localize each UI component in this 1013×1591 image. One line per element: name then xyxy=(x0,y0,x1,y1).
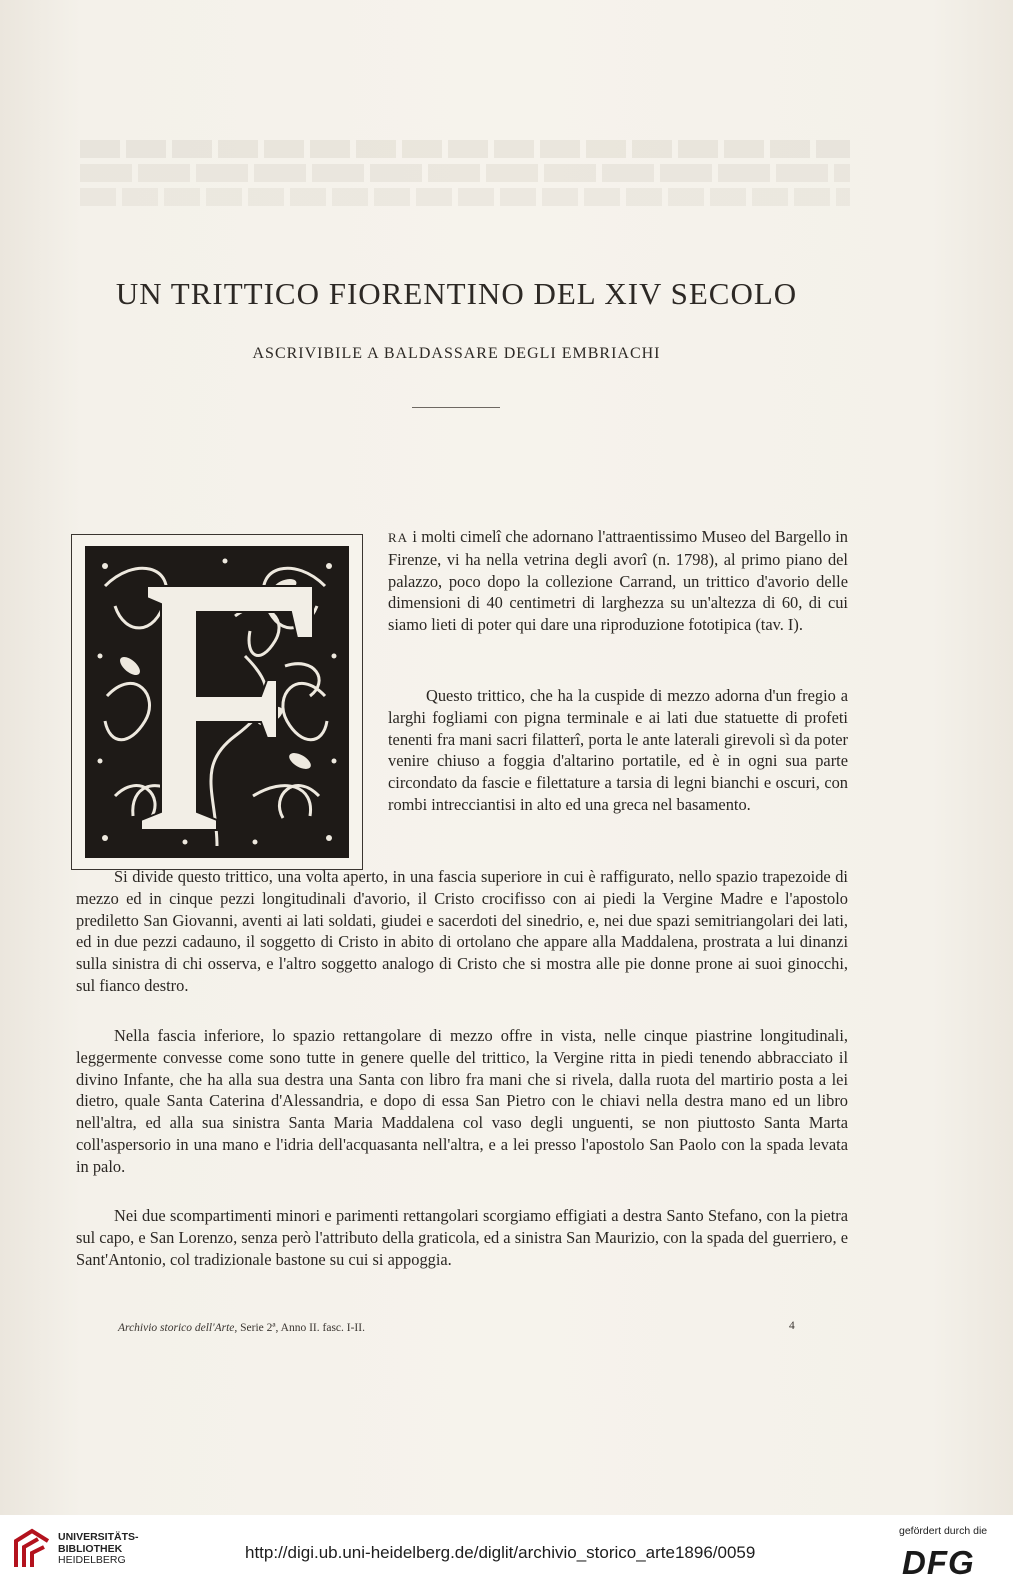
paragraph-4 xyxy=(76,1025,848,1178)
paragraph-3-text: Si divide questo trittico, una volta aperto, in una fascia superiore in cui è raffigurato, nello spazio trapezoide di mezzo ed in cinque pezzi longitudinali d'avorio, il Cristo crocifisso con ai piedi la Vergine Madre e l'apostolo prediletto San Giovanni, aventi ai lati soldati, giudei e sacerdoti del sinedrio, e, nei due spazi semitriangolari dei lati, ed in due pezzi cadauno, il soggetto di Cristo in abito di ortolano che appare alla Maddalena, prostrata a lui dinanzi sulla sinistra di chi osserva, e l'altro soggetto analogo di Cristo che si mostra alle pie donne prone ai suoi ginocchi, sul fianco destro. xyxy=(76,867,848,995)
funding-caption: gefördert durch die xyxy=(899,1525,988,1537)
journal-series: Serie 2ª, Anno II. fasc. I-II. xyxy=(240,1322,365,1334)
paragraph-4-text: Nella fascia inferiore, lo spazio rettangolare di mezzo offre in vista, nelle cinque piastrine longitudinali, leggermente convesse come sono tutte in genere quelle del trittico, la Vergine ritta in piedi tenendo abbracciato il divino Infante, che ha alla sua destra una Santa con libro fra mani che si rivela, dalla ruota del martirio posta a lei dietro, quale Santa Caterina d'Alessandria, e dopo di essa San Pietro con le chiavi nella destra mano ed un libro nell'altra, ed alla sua sinistra Santa Maria Maddalena col vaso degli unguenti, se non piuttosto Santa Marta coll'aspersorio in una mano e l'idria dell'acquasanta nell'altra, e a lei presso l'apostolo San Paolo con la spada levata in palo. xyxy=(76,1026,848,1176)
show-through-text xyxy=(80,140,850,206)
article-title: UN TRITTICO FIORENTINO DEL XIV SECOLO xyxy=(115,276,798,311)
decorated-initial xyxy=(71,534,363,870)
dfg-logo[interactable]: DFG xyxy=(902,1544,975,1581)
paragraph-1 xyxy=(388,526,848,636)
library-line-1: UNIVERSITÄTS- xyxy=(58,1531,139,1543)
article-subtitle: ASCRIVIBILE A BALDASSARE DEGLI EMBRIACHI xyxy=(252,345,661,362)
paragraph-2-text: Questo trittico, che ha la cuspide di mezzo adorna d'un fregio a larghi fogliami con pigna terminale e ai lati due statuette di profeti tenenti fra mani sacri filatterî, porta le ante laterali girevoli sì da poter venire chiuso a foggia d'altarino portatile, ed è in ogni sua parte circondato da fascie e filettature a tarsia di legni bianchi e oscuri, con rombi intrecciantisi in alto ed una greca nel basamento. xyxy=(388,686,848,814)
journal-reference xyxy=(118,1322,365,1334)
drop-cap-continuation: RA xyxy=(388,530,409,545)
paragraph-2 xyxy=(388,685,848,816)
paragraph-5 xyxy=(76,1205,848,1270)
ornament-initial-icon xyxy=(85,546,349,858)
university-library-logo-icon[interactable] xyxy=(12,1527,52,1571)
paragraph-3 xyxy=(76,866,848,997)
paragraph-1-text: i molti cimelî che adornano l'attraentissimo Museo del Bargello in Firenze, vi ha nella vetrina degli avorî (n. 1798), al primo piano del palazzo, poco dopo la collezione Carrand, un trittico d'avorio delle dimensioni di 40 centimetri di larghezza su un'altezza di 60, di cui siamo lieti di poter qui dare una riproduzione fototipica (tav. I). xyxy=(388,527,848,635)
title-divider xyxy=(412,407,500,408)
library-name[interactable] xyxy=(58,1532,139,1567)
library-line-3: HEIDELBERG xyxy=(58,1554,126,1566)
signature-number: 4 xyxy=(789,1320,795,1332)
journal-title: Archivio storico dell'Arte, xyxy=(118,1322,238,1334)
permalink-url[interactable]: http://digi.ub.uni-heidelberg.de/diglit/archivio_storico_arte1896/0059 xyxy=(245,1543,756,1562)
library-line-2: BIBLIOTHEK xyxy=(58,1542,123,1555)
paragraph-5-text: Nei due scompartimenti minori e parimenti rettangolari scorgiamo effigiati a destra Santo Stefano, con la pietra sul capo, e San Lorenzo, senza però l'attributo della graticola, ed a sinistra San Maurizio, con la spada del guerriero, e Sant'Antonio, col tradizionale bastone su cui si appoggia. xyxy=(76,1206,848,1269)
